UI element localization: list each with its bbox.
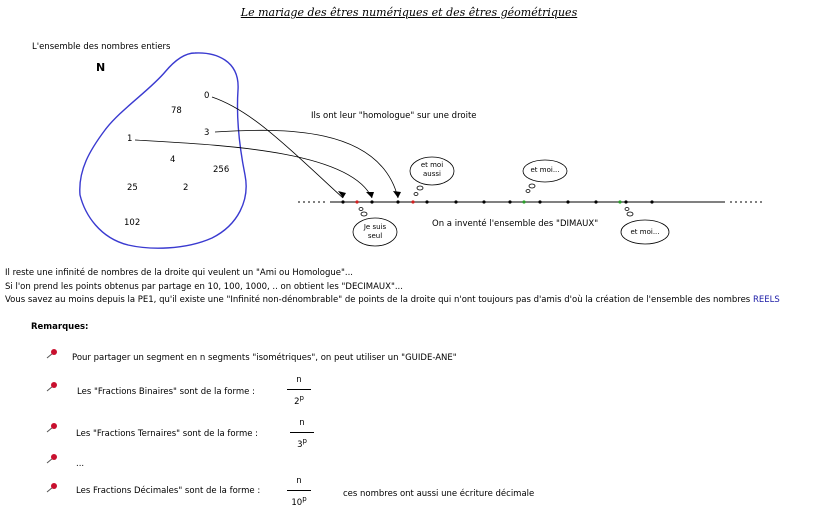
pin-icon (45, 381, 59, 393)
homologue-label: Ils ont leur "homologue" sur une droite (311, 111, 477, 121)
number-78: 78 (171, 106, 182, 116)
bubble-et-moi-1 (523, 160, 567, 193)
remark-ellipsis: ... (76, 459, 85, 469)
number-4: 4 (170, 155, 176, 165)
number-102: 102 (124, 218, 141, 228)
bubble-et-moi-aussi-text: et moi aussi (420, 161, 444, 178)
bubble-et-moi-1-text: et moi... (530, 166, 560, 174)
paragraph-line-2: Si l'on prend les points obtenus par partage en 10, 100, 1000, .. on obtient les "DECIMAUX"... (5, 282, 403, 292)
pin-icon (45, 453, 59, 465)
set-symbol: N (96, 61, 106, 74)
remark-decimales: Les Fractions Décimales" sont de la forme : (76, 486, 261, 496)
arrow-1 (135, 140, 372, 198)
paragraph-line-3: Vous savez au moins depuis la PE1, qu'il existe une "Infinité non-dénombrable" de points de la droite qui n'ont toujours pas d'amis d'où la création de l'ensemble des nombres REELS (5, 295, 780, 305)
fraction-binaire: n 2$^p$ (287, 375, 311, 407)
bubble-je-suis-seul-text: Je suis seul (363, 223, 387, 240)
remarks-title: Remarques: (31, 322, 89, 332)
paragraph-line-1: Il reste une infinité de nombres de la droite qui veulent un "Ami ou Homologue"... (5, 268, 354, 278)
pin-icon (45, 348, 59, 360)
remark-guide-ane: Pour partager un segment en n segments "isométriques", on peut utiliser un "GUIDE-ANE" (72, 353, 457, 363)
fraction-decimale: n 10$^p$ (287, 476, 311, 508)
pin-icon (45, 482, 59, 494)
remark-ternaires: Les "Fractions Ternaires" sont de la forme : (76, 429, 259, 439)
number-256: 256 (213, 165, 230, 175)
number-3: 3 (204, 128, 210, 138)
reels-word: REELS (752, 295, 780, 305)
number-1: 1 (127, 134, 133, 144)
page-title: Le mariage des êtres numériques et des êtres géométriques (240, 6, 578, 19)
dimaux-label: On a inventé l'ensemble des "DIMAUX" (432, 219, 599, 229)
integers-set-outline (80, 53, 246, 248)
number-0: 0 (204, 91, 210, 101)
fraction-ternaire: n 3$^p$ (290, 418, 314, 450)
remark-decimal-note: ces nombres ont aussi une écriture décimale (343, 489, 535, 499)
bubble-et-moi-2 (621, 208, 669, 245)
bubble-et-moi-2-text: et moi... (630, 228, 660, 236)
number-2: 2 (183, 183, 189, 193)
pin-icon (45, 422, 59, 434)
remark-binaires: Les "Fractions Binaires" sont de la forme : (77, 387, 255, 397)
set-label: L'ensemble des nombres entiers (32, 42, 171, 52)
number-25: 25 (127, 183, 138, 193)
